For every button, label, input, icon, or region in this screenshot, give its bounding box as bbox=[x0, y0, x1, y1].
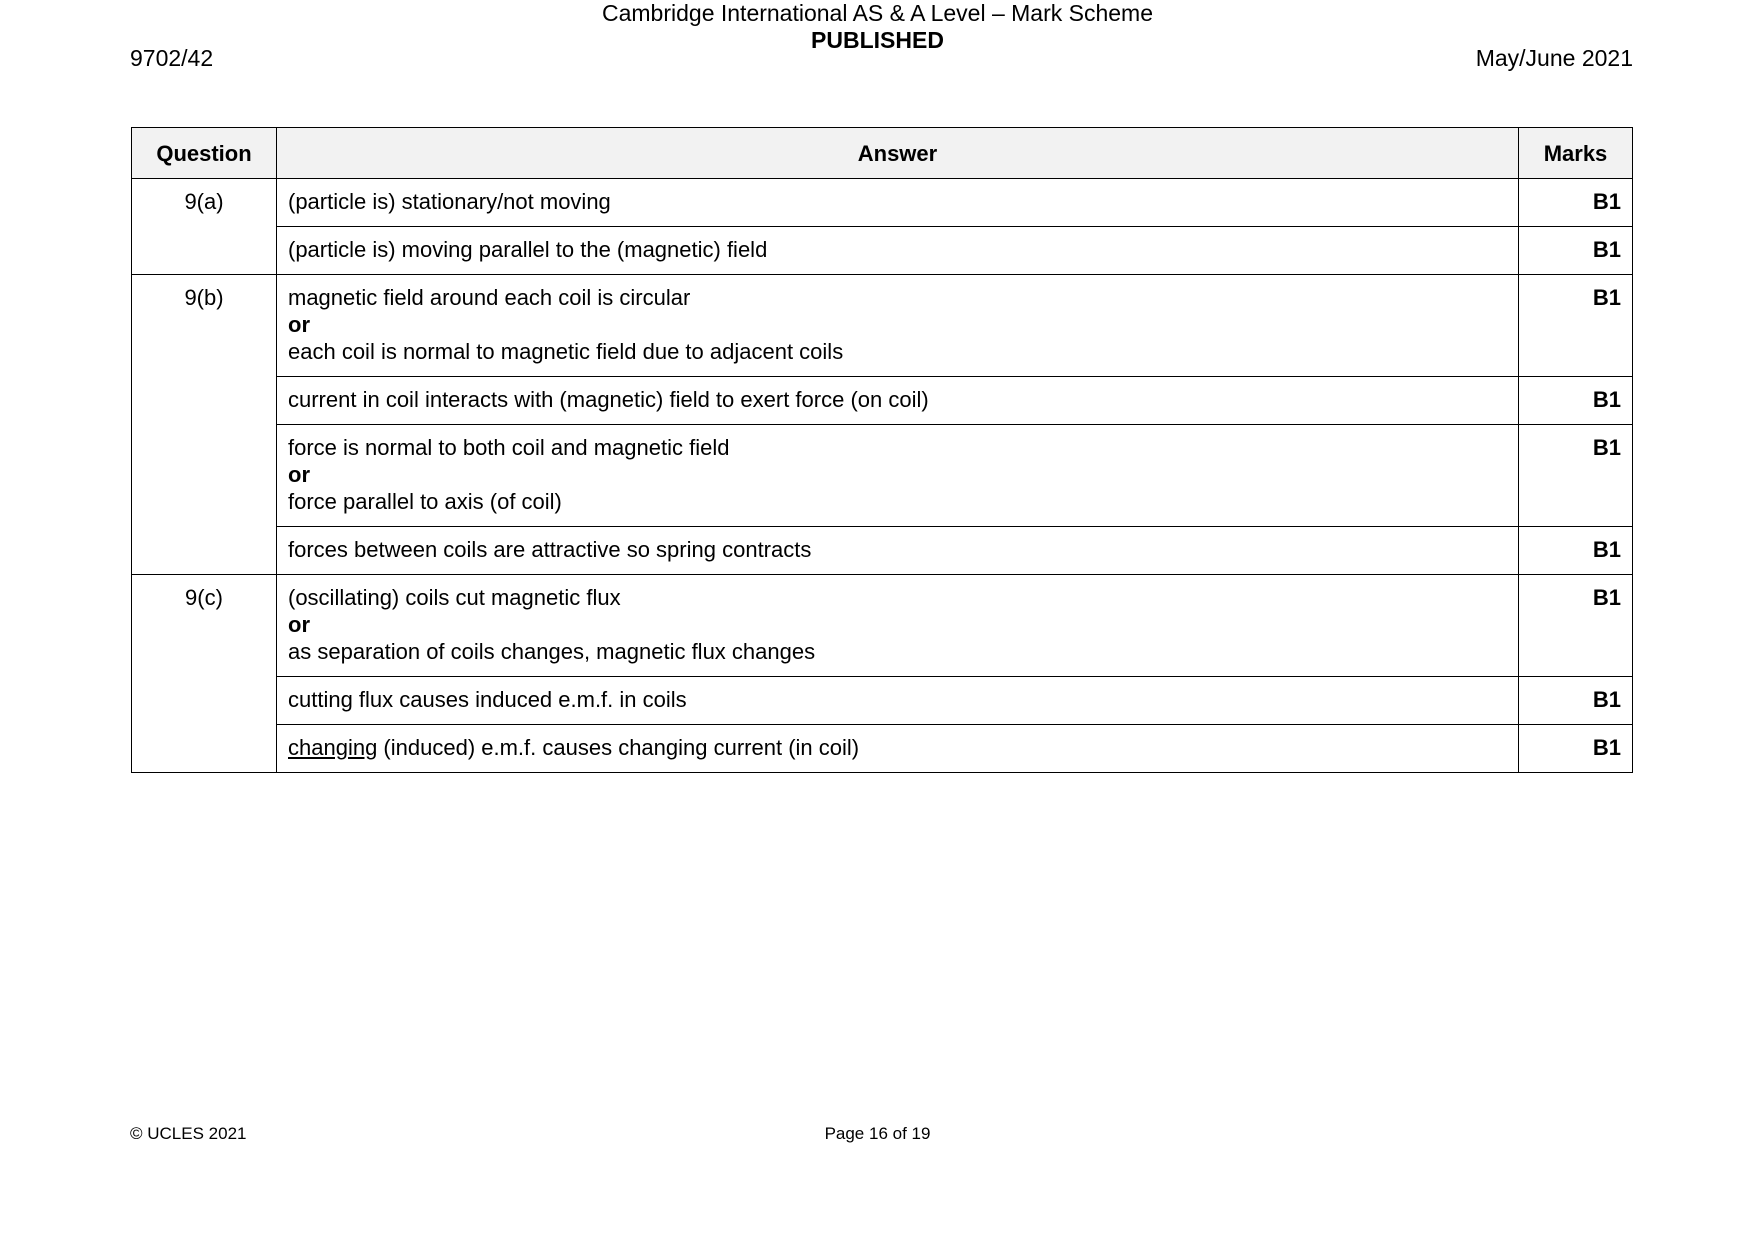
answer-cell: (particle is) stationary/not moving bbox=[277, 179, 1519, 227]
table-row bbox=[132, 275, 1633, 377]
or-connector: or bbox=[288, 612, 310, 637]
answer-cell bbox=[277, 575, 1519, 677]
answer-line: each coil is normal to magnetic field due to adjacent coils bbox=[288, 339, 844, 364]
answer-line: force is normal to both coil and magnetic field bbox=[288, 435, 730, 460]
answer-line: force parallel to axis (of coil) bbox=[288, 489, 562, 514]
mark-scheme-table bbox=[131, 127, 1633, 773]
table-row bbox=[132, 227, 1633, 275]
answer-line: (oscillating) coils cut magnetic flux bbox=[288, 585, 621, 610]
or-connector: or bbox=[288, 312, 310, 337]
exam-session: May/June 2021 bbox=[1475, 45, 1633, 71]
mark-cell: B1 bbox=[1519, 527, 1633, 575]
mark-cell: B1 bbox=[1519, 725, 1633, 773]
table-row bbox=[132, 677, 1633, 725]
mark-cell: B1 bbox=[1519, 179, 1633, 227]
question-number-9c: 9(c) bbox=[132, 575, 277, 773]
answer-cell bbox=[277, 425, 1519, 527]
answer-line: magnetic field around each coil is circular bbox=[288, 285, 691, 310]
table-row bbox=[132, 725, 1633, 773]
underlined-keyword: changing bbox=[288, 735, 378, 760]
question-number-9a: 9(a) bbox=[132, 179, 277, 275]
answer-cell: current in coil interacts with (magnetic) field to exert force (on coil) bbox=[277, 377, 1519, 425]
paper-code: 9702/42 bbox=[130, 45, 214, 71]
mark-cell: B1 bbox=[1519, 425, 1633, 527]
table-row bbox=[132, 575, 1633, 677]
answer-cell: forces between coils are attractive so spring contracts bbox=[277, 527, 1519, 575]
table-row bbox=[132, 425, 1633, 527]
answer-cell bbox=[277, 275, 1519, 377]
header-answer: Answer bbox=[277, 128, 1519, 179]
page-number: Page 16 of 19 bbox=[824, 1124, 931, 1143]
mark-cell: B1 bbox=[1519, 377, 1633, 425]
table-header-row bbox=[132, 128, 1633, 179]
question-number-9b: 9(b) bbox=[132, 275, 277, 575]
table-row bbox=[132, 179, 1633, 227]
header-question: Question bbox=[132, 128, 277, 179]
mark-cell: B1 bbox=[1519, 575, 1633, 677]
mark-cell: B1 bbox=[1519, 275, 1633, 377]
mark-cell: B1 bbox=[1519, 677, 1633, 725]
copyright-notice: © UCLES 2021 bbox=[130, 1124, 247, 1143]
answer-cell: (particle is) moving parallel to the (magnetic) field bbox=[277, 227, 1519, 275]
header-marks: Marks bbox=[1519, 128, 1633, 179]
answer-cell: cutting flux causes induced e.m.f. in coils bbox=[277, 677, 1519, 725]
mark-cell: B1 bbox=[1519, 227, 1633, 275]
answer-cell bbox=[277, 725, 1519, 773]
table-row bbox=[132, 377, 1633, 425]
table-row bbox=[132, 527, 1633, 575]
answer-line: as separation of coils changes, magnetic flux changes bbox=[288, 639, 816, 664]
document-title: Cambridge International AS & A Level – Mark Scheme bbox=[601, 0, 1154, 26]
or-connector: or bbox=[288, 462, 310, 487]
answer-text: (induced) e.m.f. causes changing current (in coil) bbox=[377, 735, 860, 760]
published-label: PUBLISHED bbox=[811, 27, 944, 53]
